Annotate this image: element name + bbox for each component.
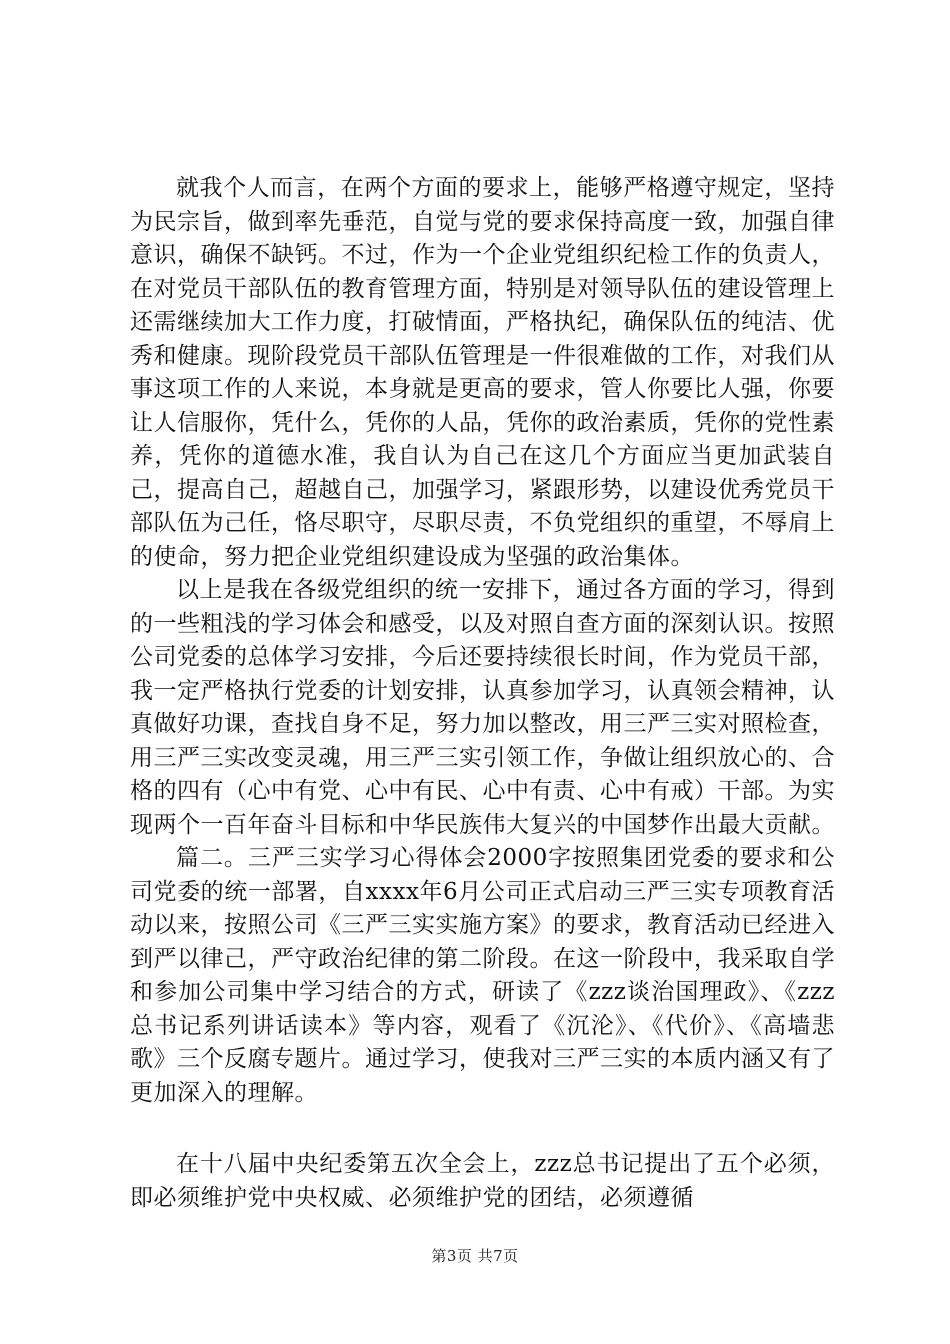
- paragraph-1: 就我个人而言，在两个方面的要求上，能够严格遵守规定，坚持为民宗旨，做到率先垂范，自觉与党的要求保持高度一致，加强自律意识，确保不缺钙。不过，作为一个企业党组织纪检工作的负责人，在对党员干部队伍的教育管理方面，特别是对领导队伍的建设管理上还需继续加大工作力度，打破情面，严格执纪，确保队伍的纯洁、优秀和健康。现阶段党员干部队伍管理是一件很难做的工作，对我们从事这项工作的人来说，本身就是更高的要求，管人你要比人强，你要让人信服你，凭什么，凭你的人品，凭你的政治素质，凭你的党性素养，凭你的道德水准，我自认为自己在这几个方面应当更加武装自己，提高自己，超越自己，加强学习，紧跟形势，以建设优秀党员干部队伍为己任，恪尽职守，尽职尽责，不负党组织的重望，不辱肩上的使命，努力把企业党组织建设成为坚强的政治集体。: [130, 175, 835, 570]
- page-number-footer: 第3页 共7页: [431, 1247, 519, 1265]
- paragraph-3: 篇二。三严三实学习心得体会2000字按照集团党委的要求和公司党委的统一部署，自xxxx年6月公司正式启动三严三实专项教育活动以来，按照公司《三严三实实施方案》的要求，教育活动已经进入到严以律己，严守政治纪律的第二阶段。在这一阶段中，我采取自学和参加公司集中学习结合的方式，研读了《zzz谈治国理政》、《zzz总书记系列讲话读本》等内容，观看了《沉沦》、《代价》、《高墙悲歌》三个反腐专题片。通过学习，使我对三严三实的本质内涵又有了更加深入的理解。: [130, 845, 835, 1106]
- paragraph-4: 在十八届中央纪委第五次全会上，zzz总书记提出了五个必须，即必须维护党中央权威、必须维护党的团结，必须遵循: [130, 1151, 835, 1211]
- document-body: [130, 172, 835, 1215]
- paragraph-2: 以上是我在各级党组织的统一安排下，通过各方面的学习，得到的一些粗浅的学习体会和感受，以及对照自查方面的深刻认识。按照公司党委的总体学习安排，今后还要持续很长时间，作为党员干部，我一定严格执行党委的计划安排，认真参加学习，认真领会精神，认真做好功课，查找自身不足，努力加以整改，用三严三实对照检查，用三严三实改变灵魂，用三严三实引领工作，争做让组织放心的、合格的四有（心中有党、心中有民、心中有责、心中有戒）干部。为实现两个一百年奋斗目标和中华民族伟大复兴的中国梦作出最大贡献。: [130, 577, 835, 838]
